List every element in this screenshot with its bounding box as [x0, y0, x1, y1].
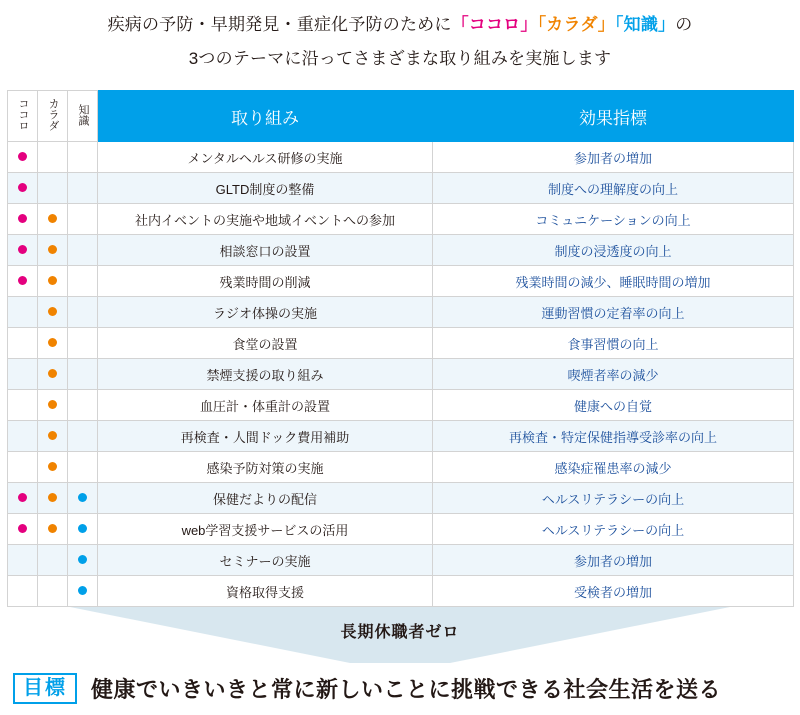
dot-cell-kokoro — [8, 390, 38, 421]
dot-cell-chishiki — [68, 576, 98, 607]
heading-karada: カラダ — [546, 15, 598, 34]
column-header-karada: カラダ — [38, 91, 68, 142]
activity-cell: セミナーの実施 — [98, 545, 433, 576]
karada-dot-icon — [48, 214, 57, 223]
heading-chishiki-open: 「 — [614, 15, 624, 34]
dot-cell-karada — [38, 297, 68, 328]
karada-dot-icon — [48, 431, 57, 440]
empty-dot-icon — [48, 183, 57, 192]
heading-line1-post: の — [675, 15, 693, 34]
activity-cell: 血圧計・体重計の設置 — [98, 390, 433, 421]
effect-cell: 残業時間の減少、睡眠時間の増加 — [433, 266, 794, 297]
table-header-row — [8, 91, 794, 142]
effect-cell: ヘルスリテラシーの向上 — [433, 483, 794, 514]
kokoro-dot-icon — [18, 276, 27, 285]
dot-cell-kokoro — [8, 421, 38, 452]
heading-chishiki: 知識 — [623, 15, 659, 34]
dot-cell-karada — [38, 545, 68, 576]
chishiki-dot-icon — [78, 524, 87, 533]
table-row — [8, 421, 794, 452]
kokoro-dot-icon — [18, 183, 27, 192]
effect-cell: 健康への自覚 — [433, 390, 794, 421]
effect-cell: 受検者の増加 — [433, 576, 794, 607]
dot-cell-chishiki — [68, 173, 98, 204]
empty-dot-icon — [48, 152, 57, 161]
empty-dot-icon — [78, 183, 87, 192]
karada-dot-icon — [48, 493, 57, 502]
empty-dot-icon — [18, 431, 27, 440]
table-row — [8, 390, 794, 421]
activity-cell: 残業時間の削減 — [98, 266, 433, 297]
activity-cell: web学習支援サービスの活用 — [98, 514, 433, 545]
empty-dot-icon — [18, 369, 27, 378]
table-row — [8, 173, 794, 204]
dot-cell-chishiki — [68, 204, 98, 235]
dot-cell-chishiki — [68, 483, 98, 514]
dot-cell-karada — [38, 173, 68, 204]
dot-cell-karada — [38, 235, 68, 266]
heading-kokoro: ココロ — [468, 15, 521, 34]
dot-cell-chishiki — [68, 328, 98, 359]
dot-cell-karada — [38, 359, 68, 390]
empty-dot-icon — [18, 462, 27, 471]
dot-cell-chishiki — [68, 452, 98, 483]
empty-dot-icon — [78, 431, 87, 440]
heading-line-1 — [0, 8, 800, 42]
chishiki-dot-icon — [78, 586, 87, 595]
empty-dot-icon — [78, 400, 87, 409]
dot-cell-chishiki — [68, 297, 98, 328]
dot-cell-chishiki — [68, 359, 98, 390]
empty-dot-icon — [78, 462, 87, 471]
table-row — [8, 576, 794, 607]
effect-cell: 再検査・特定保健指導受診率の向上 — [433, 421, 794, 452]
table-row — [8, 266, 794, 297]
arrow-label: 長期休職者ゼロ — [340, 624, 460, 641]
karada-dot-icon — [48, 462, 57, 471]
table-row — [8, 204, 794, 235]
dot-cell-kokoro — [8, 359, 38, 390]
empty-dot-icon — [78, 152, 87, 161]
heading-chishiki-close: 」 — [658, 15, 676, 34]
empty-dot-icon — [78, 307, 87, 316]
kokoro-dot-icon — [18, 214, 27, 223]
heading-line1-pre: 疾病の予防・早期発見・重症化予防のために — [107, 15, 452, 34]
effect-cell: ヘルスリテラシーの向上 — [433, 514, 794, 545]
karada-dot-icon — [48, 338, 57, 347]
empty-dot-icon — [78, 369, 87, 378]
table-row — [8, 297, 794, 328]
kokoro-dot-icon — [18, 245, 27, 254]
empty-dot-icon — [18, 555, 27, 564]
activity-cell: 感染予防対策の実施 — [98, 452, 433, 483]
empty-dot-icon — [18, 586, 27, 595]
initiatives-table — [7, 90, 794, 607]
kokoro-dot-icon — [18, 152, 27, 161]
effect-cell: 運動習慣の定着率の向上 — [433, 297, 794, 328]
chishiki-dot-icon — [78, 555, 87, 564]
page-heading — [0, 0, 800, 76]
dot-cell-karada — [38, 328, 68, 359]
heading-kokoro-close: 」 — [520, 15, 538, 34]
dot-cell-karada — [38, 576, 68, 607]
karada-dot-icon — [48, 276, 57, 285]
dot-cell-kokoro — [8, 452, 38, 483]
dot-cell-karada — [38, 421, 68, 452]
effect-cell: 参加者の増加 — [433, 545, 794, 576]
dot-cell-kokoro — [8, 545, 38, 576]
dot-cell-kokoro — [8, 204, 38, 235]
table-body — [8, 142, 794, 607]
activity-cell: ラジオ体操の実施 — [98, 297, 433, 328]
empty-dot-icon — [18, 338, 27, 347]
dot-cell-chishiki — [68, 545, 98, 576]
empty-dot-icon — [78, 276, 87, 285]
dot-cell-chishiki — [68, 421, 98, 452]
empty-dot-icon — [48, 555, 57, 564]
dot-cell-kokoro — [8, 328, 38, 359]
effect-cell: 制度への理解度の向上 — [433, 173, 794, 204]
table-row — [8, 359, 794, 390]
effect-cell: 参加者の増加 — [433, 142, 794, 173]
goal-text: 健康でいきいきと常に新しいことに挑戦できる社会生活を送る — [91, 677, 722, 702]
arrow-band — [7, 607, 793, 667]
table-row — [8, 235, 794, 266]
table-row — [8, 483, 794, 514]
activity-cell: 禁煙支援の取り組み — [98, 359, 433, 390]
dot-cell-kokoro — [8, 297, 38, 328]
empty-dot-icon — [18, 307, 27, 316]
effect-cell: コミュニケーションの向上 — [433, 204, 794, 235]
dot-cell-kokoro — [8, 514, 38, 545]
heading-karada-open: 「 — [537, 15, 547, 34]
effect-cell: 食事習慣の向上 — [433, 328, 794, 359]
empty-dot-icon — [18, 400, 27, 409]
dot-cell-karada — [38, 514, 68, 545]
table-head — [8, 91, 794, 142]
column-header-chishiki: 知識 — [68, 91, 98, 142]
table-row — [8, 545, 794, 576]
table-row — [8, 452, 794, 483]
initiatives-table-wrapper — [7, 90, 793, 607]
dot-cell-kokoro — [8, 235, 38, 266]
dot-cell-karada — [38, 483, 68, 514]
table-row — [8, 514, 794, 545]
empty-dot-icon — [78, 338, 87, 347]
column-header-kokoro: ココロ — [8, 91, 38, 142]
empty-dot-icon — [48, 586, 57, 595]
dot-cell-kokoro — [8, 173, 38, 204]
chishiki-dot-icon — [78, 493, 87, 502]
dot-cell-kokoro — [8, 266, 38, 297]
goal-badge: 目標 — [13, 673, 77, 704]
dot-cell-kokoro — [8, 576, 38, 607]
column-header-effect: 効果指標 — [433, 91, 794, 142]
dot-cell-kokoro — [8, 483, 38, 514]
heading-line-2: 3つのテーマに沿ってさまざまな取り組みを実施します — [188, 49, 612, 68]
karada-dot-icon — [48, 369, 57, 378]
kokoro-dot-icon — [18, 524, 27, 533]
dot-cell-chishiki — [68, 390, 98, 421]
activity-cell: GLTD制度の整備 — [98, 173, 433, 204]
activity-cell: 社内イベントの実施や地域イベントへの参加 — [98, 204, 433, 235]
activity-cell: 再検査・人間ドック費用補助 — [98, 421, 433, 452]
dot-cell-chishiki — [68, 266, 98, 297]
dot-cell-karada — [38, 452, 68, 483]
empty-dot-icon — [78, 245, 87, 254]
activity-cell: 資格取得支援 — [98, 576, 433, 607]
dot-cell-karada — [38, 204, 68, 235]
karada-dot-icon — [48, 307, 57, 316]
activity-cell: 相談窓口の設置 — [98, 235, 433, 266]
empty-dot-icon — [78, 214, 87, 223]
dot-cell-karada — [38, 266, 68, 297]
goal-row — [7, 673, 793, 704]
karada-dot-icon — [48, 245, 57, 254]
dot-cell-karada — [38, 390, 68, 421]
activity-cell: 食堂の設置 — [98, 328, 433, 359]
activity-cell: 保健だよりの配信 — [98, 483, 433, 514]
effect-cell: 制度の浸透度の向上 — [433, 235, 794, 266]
dot-cell-kokoro — [8, 142, 38, 173]
column-header-activity: 取り組み — [98, 91, 433, 142]
karada-dot-icon — [48, 524, 57, 533]
dot-cell-chishiki — [68, 142, 98, 173]
heading-kokoro-open: 「 — [451, 15, 469, 34]
table-row — [8, 142, 794, 173]
karada-dot-icon — [48, 400, 57, 409]
dot-cell-chishiki — [68, 514, 98, 545]
activity-cell: メンタルヘルス研修の実施 — [98, 142, 433, 173]
heading-karada-close: 」 — [597, 15, 615, 34]
dot-cell-karada — [38, 142, 68, 173]
kokoro-dot-icon — [18, 493, 27, 502]
dot-cell-chishiki — [68, 235, 98, 266]
effect-cell: 喫煙者率の減少 — [433, 359, 794, 390]
table-row — [8, 328, 794, 359]
effect-cell: 感染症罹患率の減少 — [433, 452, 794, 483]
